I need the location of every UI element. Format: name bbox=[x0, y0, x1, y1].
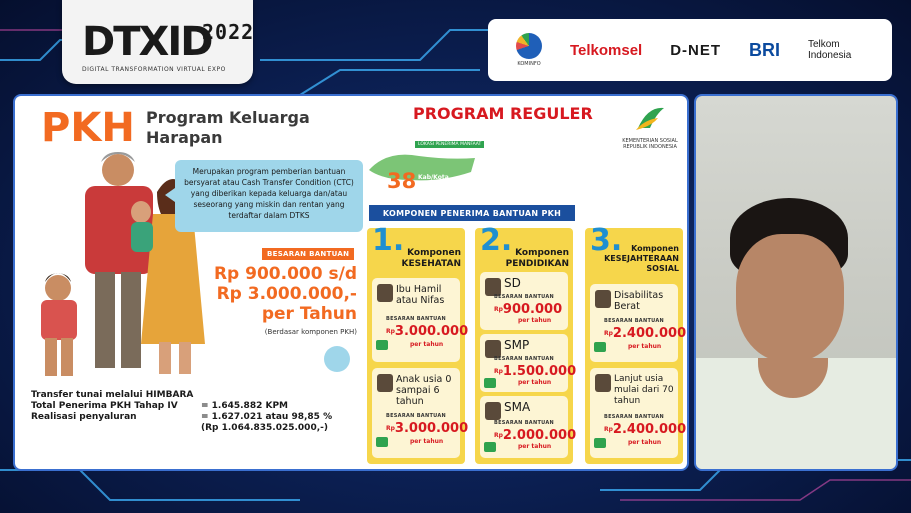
sponsor-bar bbox=[488, 19, 892, 81]
map-number: 38 bbox=[387, 169, 417, 193]
kemensos-leaf-icon bbox=[634, 104, 666, 134]
item-besaran-label: BESARAN BANTUAN bbox=[493, 420, 555, 426]
komponen-kesehatan bbox=[367, 223, 469, 464]
event-subtitle: DIGITAL TRANSFORMATION VIRTUAL EXPO bbox=[82, 66, 226, 73]
stats-row bbox=[31, 412, 332, 423]
item-label: Lanjut usia mulai dari 70 tahun bbox=[614, 374, 674, 406]
sponsor-telkomsel: Telkomsel bbox=[569, 41, 643, 59]
presentation-slide bbox=[15, 96, 687, 469]
child-icon bbox=[377, 374, 393, 392]
item-currency: Rp bbox=[604, 330, 613, 337]
kominfo-label: KOMINFO bbox=[517, 61, 541, 67]
item-besaran-label: BESARAN BANTUAN bbox=[603, 318, 665, 324]
cash-icon bbox=[376, 340, 388, 350]
map-label: LOKASI PENERIMA MANFAAT bbox=[415, 141, 484, 148]
item-per: per tahun bbox=[628, 439, 662, 446]
pregnant-mother-icon bbox=[377, 284, 393, 302]
kemensos-logo bbox=[619, 104, 681, 150]
besaran-bantuan-amount: Rp 900.000 s/d Rp 3.000.000,- per Tahun bbox=[213, 264, 357, 324]
stats-row bbox=[31, 423, 332, 434]
stats-row bbox=[31, 401, 332, 412]
item-amount bbox=[494, 365, 576, 379]
item-currency: Rp bbox=[386, 328, 395, 335]
item-per: per tahun bbox=[410, 341, 444, 348]
sponsor-bri: BRI bbox=[748, 39, 780, 60]
event-logo bbox=[62, 0, 253, 84]
item-currency: Rp bbox=[494, 368, 503, 375]
item-amount bbox=[386, 422, 468, 436]
cash-icon bbox=[484, 378, 496, 388]
komponen-number: 2. bbox=[480, 223, 513, 258]
item-currency: Rp bbox=[494, 432, 503, 439]
cash-icon bbox=[484, 442, 496, 452]
speaker-face bbox=[736, 234, 844, 362]
stats-value: (Rp 1.064.835.025.000,-) bbox=[201, 423, 328, 433]
item-amount-value: 2.400.000 bbox=[612, 422, 687, 437]
cash-icon bbox=[594, 342, 606, 352]
stats-value: = 1.645.882 KPM bbox=[201, 401, 289, 411]
item-amount-value: 2.400.000 bbox=[612, 326, 687, 341]
komponen-pendidikan bbox=[475, 223, 577, 464]
item-label: Ibu Hamil atau Nifas bbox=[396, 284, 445, 306]
item-amount-value: 900.000 bbox=[502, 302, 563, 317]
komponen-heading: Komponen PENDIDIKAN bbox=[505, 248, 569, 269]
komponen-bar: KOMPONEN PENERIMA BANTUAN PKH bbox=[369, 205, 575, 221]
item-per: per tahun bbox=[628, 343, 662, 350]
item-per: per tahun bbox=[410, 438, 444, 445]
item-besaran-label: BESARAN BANTUAN bbox=[385, 413, 447, 419]
item-per: per tahun bbox=[518, 317, 552, 324]
money-bag-icon bbox=[324, 346, 350, 372]
item-besaran-label: BESARAN BANTUAN bbox=[493, 356, 555, 362]
komponen-item bbox=[372, 278, 469, 362]
item-label: SMA bbox=[504, 400, 531, 414]
stats-value: = 1.627.021 atau 98,85 % bbox=[201, 412, 333, 422]
komponen-item bbox=[480, 272, 568, 330]
disability-icon bbox=[595, 290, 611, 308]
komponen-heading: Komponen KESEHATAN bbox=[401, 248, 461, 269]
item-currency: Rp bbox=[386, 425, 395, 432]
stats-key: Total Penerima PKH Tahap IV bbox=[31, 401, 178, 411]
sponsor-kominfo bbox=[516, 33, 542, 67]
komponen-item bbox=[590, 368, 687, 458]
item-amount bbox=[604, 423, 686, 437]
speaker-video bbox=[696, 96, 896, 469]
item-amount-value: 3.000.000 bbox=[394, 421, 469, 436]
komponen-item bbox=[372, 368, 469, 458]
item-label: SMP bbox=[504, 338, 530, 352]
cash-icon bbox=[594, 438, 606, 448]
komponen-number: 1. bbox=[372, 223, 405, 258]
kemensos-text: KEMENTERIAN SOSIAL REPUBLIK INDONESIA bbox=[622, 138, 678, 150]
description-pointer bbox=[165, 188, 175, 202]
item-amount-value: 3.000.000 bbox=[394, 324, 469, 339]
item-per: per tahun bbox=[518, 443, 552, 450]
item-label: Disabilitas Berat bbox=[614, 290, 664, 312]
komponen-item bbox=[590, 284, 687, 362]
item-label: Anak usia 0 sampai 6 tahun bbox=[396, 374, 452, 407]
stats-row bbox=[31, 390, 332, 401]
komponen-number: 3. bbox=[590, 223, 623, 258]
komponen-item bbox=[480, 396, 577, 458]
item-label: SD bbox=[504, 276, 521, 290]
item-amount-value: 2.000.000 bbox=[502, 428, 577, 443]
sponsor-dnet: D-NET bbox=[670, 41, 722, 59]
komponen-item bbox=[480, 334, 577, 392]
item-per: per tahun bbox=[518, 379, 552, 386]
speaker-shirt bbox=[696, 358, 896, 469]
pkh-name: Program Keluarga Harapan bbox=[146, 108, 310, 147]
stats-key: Transfer tunai melalui HIMBARA bbox=[31, 390, 194, 400]
item-besaran-label: BESARAN BANTUAN bbox=[603, 414, 665, 420]
event-year: 2022 bbox=[202, 20, 255, 44]
event-logo-text: DTXID bbox=[82, 19, 212, 65]
item-amount-value: 1.500.000 bbox=[502, 364, 577, 379]
sponsor-telkom: Telkom Indonesia bbox=[807, 39, 852, 61]
besaran-bantuan-label: BESARAN BANTUAN bbox=[262, 248, 354, 260]
kominfo-logo-icon bbox=[516, 33, 542, 59]
item-amount bbox=[494, 429, 576, 443]
komponen-kesejahteraan-sosial bbox=[585, 223, 687, 464]
pkh-description: Merupakan program pemberian bantuan bersyarat atau Cash Transfer Condition (CTC) yang diberikan kepada keluarga dan/atau seseorang yang miskin dan rentan yang terdaftar dalam DTKS bbox=[175, 160, 363, 232]
program-title: PROGRAM REGULER bbox=[413, 104, 593, 123]
besaran-bantuan-note: (Berdasar komponen PKH) bbox=[264, 328, 357, 336]
stats-key bbox=[31, 423, 201, 434]
item-besaran-label: BESARAN BANTUAN bbox=[385, 316, 447, 322]
sma-student-icon bbox=[485, 402, 501, 420]
stats-key: Realisasi penyaluran bbox=[31, 412, 137, 422]
item-amount bbox=[386, 325, 468, 339]
item-currency: Rp bbox=[604, 426, 613, 433]
item-currency: Rp bbox=[494, 306, 503, 313]
komponen-heading: Komponen KESEJAHTERAAN SOSIAL bbox=[604, 244, 679, 273]
item-amount bbox=[494, 303, 562, 317]
pkh-stats bbox=[31, 390, 332, 434]
pkh-title: PKH bbox=[41, 105, 135, 151]
map-text: Kab/Kota Jawa Timur bbox=[418, 174, 456, 188]
item-besaran-label: BESARAN BANTUAN bbox=[493, 294, 555, 300]
cash-icon bbox=[376, 437, 388, 447]
item-amount bbox=[604, 327, 686, 341]
elderly-icon bbox=[595, 374, 611, 392]
